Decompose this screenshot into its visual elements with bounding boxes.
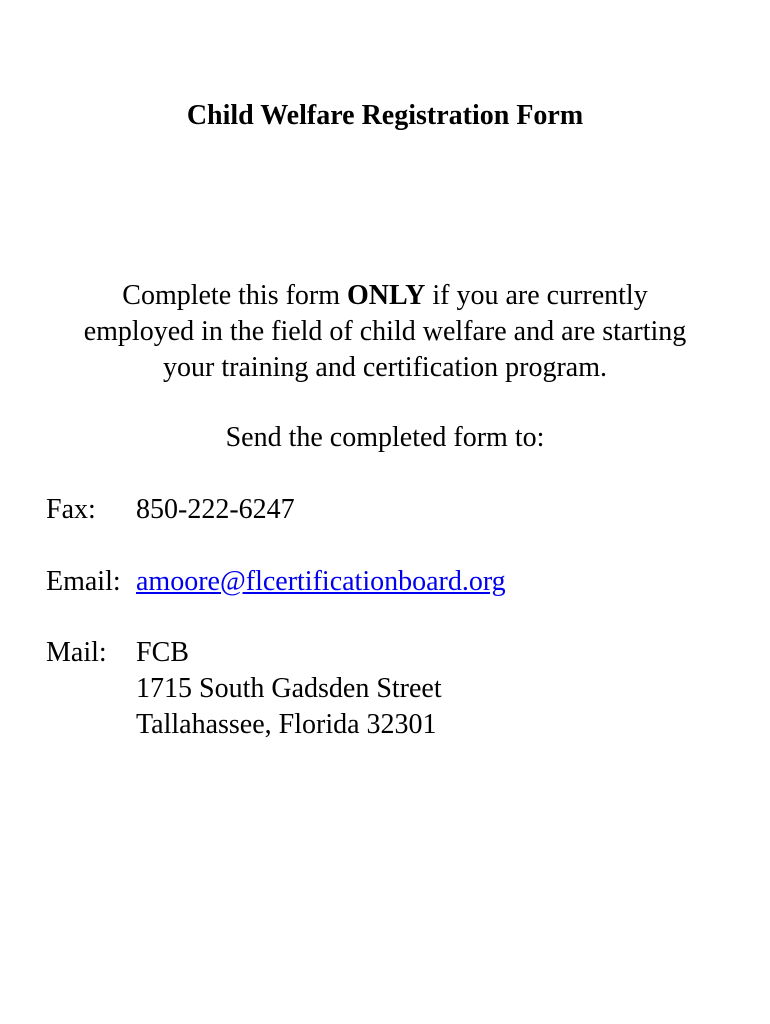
- mail-address-line-3: Tallahassee, Florida 32301: [136, 709, 437, 740]
- email-row: [46, 564, 506, 600]
- mail-address-line-1: FCB: [136, 637, 189, 668]
- send-instruction: Send the completed form to:: [225, 422, 545, 453]
- intro-line-2: employed in the field of child welfare and are starting: [83, 316, 687, 347]
- mail-address-line-2: 1715 South Gadsden Street: [136, 673, 442, 704]
- intro-line-1: [0, 278, 770, 314]
- fax-number: 850-222-6247: [136, 494, 295, 525]
- intro-text-before: Complete this form: [122, 280, 348, 311]
- intro-paragraph: [0, 278, 770, 386]
- email-label: Email:: [46, 566, 121, 597]
- fax-row: [46, 492, 295, 528]
- form-title: Child Welfare Registration Form: [186, 100, 584, 131]
- intro-text-after: if you are currently: [425, 280, 648, 311]
- mail-row: [46, 635, 189, 671]
- intro-emphasis: ONLY: [347, 280, 426, 311]
- fax-label: Fax:: [46, 494, 96, 525]
- email-link[interactable]: amoore@flcertificationboard.org: [136, 566, 506, 597]
- mail-label: Mail:: [46, 637, 107, 668]
- intro-line-3: your training and certification program.: [163, 352, 607, 383]
